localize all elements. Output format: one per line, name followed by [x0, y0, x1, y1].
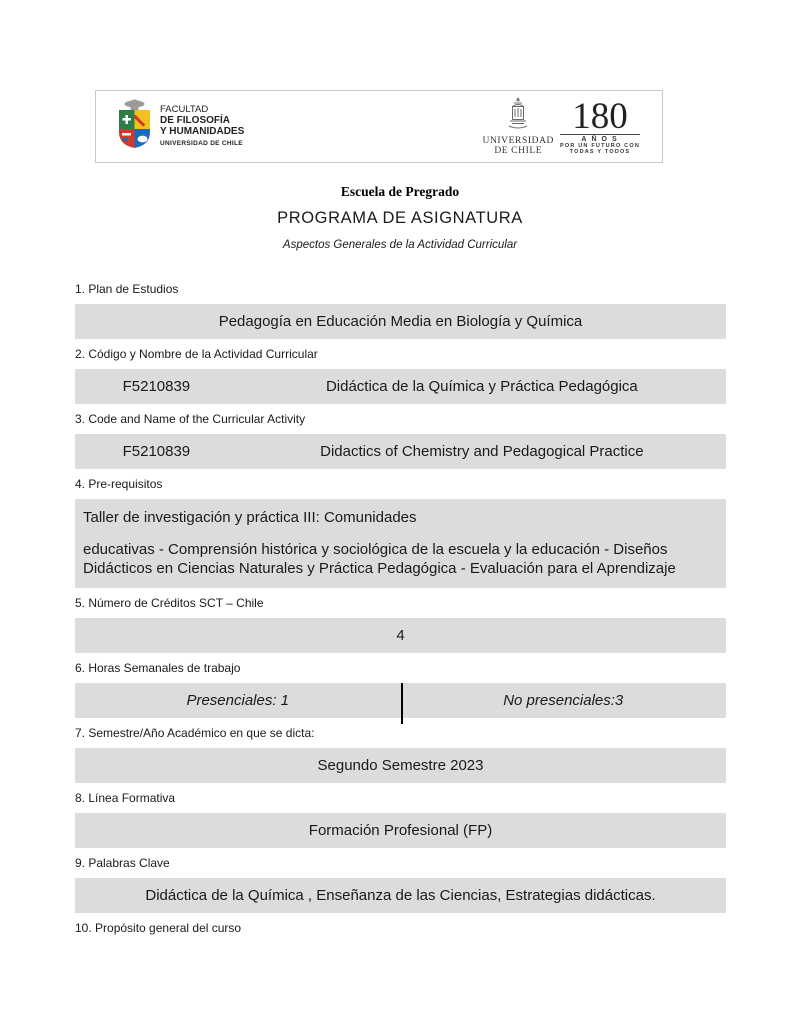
credits-value: 4 — [396, 627, 405, 644]
school-title: Escuela de Pregrado — [340, 184, 460, 199]
prerequisites-paragraph-2: educativas - Comprensión histórica y sociológica de la escuela y la educación - Diseños Didácticos en Ciencias Naturales y Práctica Pedagógica - Evaluación para el Aprendizaje — [83, 541, 676, 577]
field-value-box — [75, 618, 726, 653]
university-name-line2: DE CHILE — [494, 146, 543, 156]
section-semestre — [75, 718, 726, 783]
field-value: Pedagogía en Educación Media en Biología y Química — [218, 313, 583, 330]
vertical-divider — [401, 683, 403, 724]
university-seal-block — [483, 97, 555, 157]
field-label: 5. Número de Créditos SCT – Chile — [75, 596, 264, 610]
section-palabras-clave — [75, 848, 726, 913]
course-name-english: Didactics of Chemistry and Pedagogical Practice — [320, 443, 644, 460]
field-label: 2. Código y Nombre de la Actividad Curricular — [75, 347, 318, 361]
field-label: 10. Propósito general del curso — [75, 921, 242, 935]
university-name-line1: UNIVERSIDAD — [482, 135, 555, 146]
field-label: 1. Plan de Estudios — [75, 282, 179, 296]
faculty-name-line1: FACULTAD — [160, 104, 209, 115]
section-creditos-sct — [75, 588, 726, 653]
section-prerequisitos — [75, 469, 726, 588]
field-label: 8. Línea Formativa — [75, 791, 176, 805]
faculty-name-line3: Y HUMANIDADES — [160, 126, 245, 137]
field-value-box — [75, 434, 726, 469]
field-label: 6. Horas Semanales de trabajo — [75, 661, 241, 675]
faculty-name — [160, 104, 244, 149]
field-value-box — [75, 683, 726, 718]
condor-ornament — [125, 99, 145, 110]
field-value-box — [75, 878, 726, 913]
prerequisites-paragraph-1: Taller de investigación y práctica III: Comunidades — [83, 509, 417, 526]
header-logos — [95, 90, 663, 163]
section-codigo-nombre — [75, 339, 726, 404]
university-seal-icon — [505, 118, 531, 135]
anniversary-years-label: AÑOS — [560, 134, 640, 143]
semester-value: Segundo Semestre 2023 — [317, 757, 484, 774]
title-block — [0, 184, 800, 251]
field-value-box — [75, 748, 726, 783]
field-value-box — [75, 813, 726, 848]
field-value-box — [75, 304, 726, 339]
course-code: F5210839 — [122, 378, 191, 395]
section-plan-de-estudios — [75, 274, 726, 339]
faculty-logo — [116, 99, 244, 154]
faculty-name-line2: DE FILOSOFÍA — [160, 115, 230, 126]
keywords-value: Didáctica de la Química , Enseñanza de las Ciencias, Estrategias didácticas. — [145, 887, 656, 904]
field-value-box — [75, 369, 726, 404]
hours-presencial: Presenciales: 1 — [186, 692, 290, 709]
section-code-name-english — [75, 404, 726, 469]
section-linea-formativa — [75, 783, 726, 848]
field-label: 4. Pre-requisitos — [75, 477, 163, 491]
course-code: F5210839 — [122, 443, 191, 460]
field-label: 3. Code and Name of the Curricular Activity — [75, 412, 306, 426]
field-value-box — [75, 499, 726, 588]
anniversary-number: 180 — [572, 95, 628, 137]
page-title: PROGRAMA DE ASIGNATURA — [277, 209, 523, 227]
field-label: 9. Palabras Clave — [75, 856, 170, 870]
formative-line-value: Formación Profesional (FP) — [308, 822, 493, 839]
field-label: 7. Semestre/Año Académico en que se dicta: — [75, 726, 315, 740]
hours-no-presencial: No presenciales:3 — [503, 692, 624, 709]
anniversary-logo — [560, 95, 640, 157]
anniversary-tagline-line1: POR UN FUTURO CON — [560, 142, 640, 149]
section-proposito-general — [75, 913, 726, 943]
university-logo — [483, 97, 641, 157]
form-sections — [75, 274, 726, 943]
section-horas-semanales — [75, 653, 726, 718]
faculty-name-line4: UNIVERSIDAD DE CHILE — [160, 140, 243, 147]
course-name: Didáctica de la Química y Práctica Pedagógica — [325, 378, 638, 395]
anniversary-tagline-line2: TODAS Y TODOS — [569, 149, 631, 155]
page-subtitle: Aspectos Generales de la Actividad Curricular — [282, 239, 518, 251]
faculty-crest-icon — [116, 99, 153, 154]
